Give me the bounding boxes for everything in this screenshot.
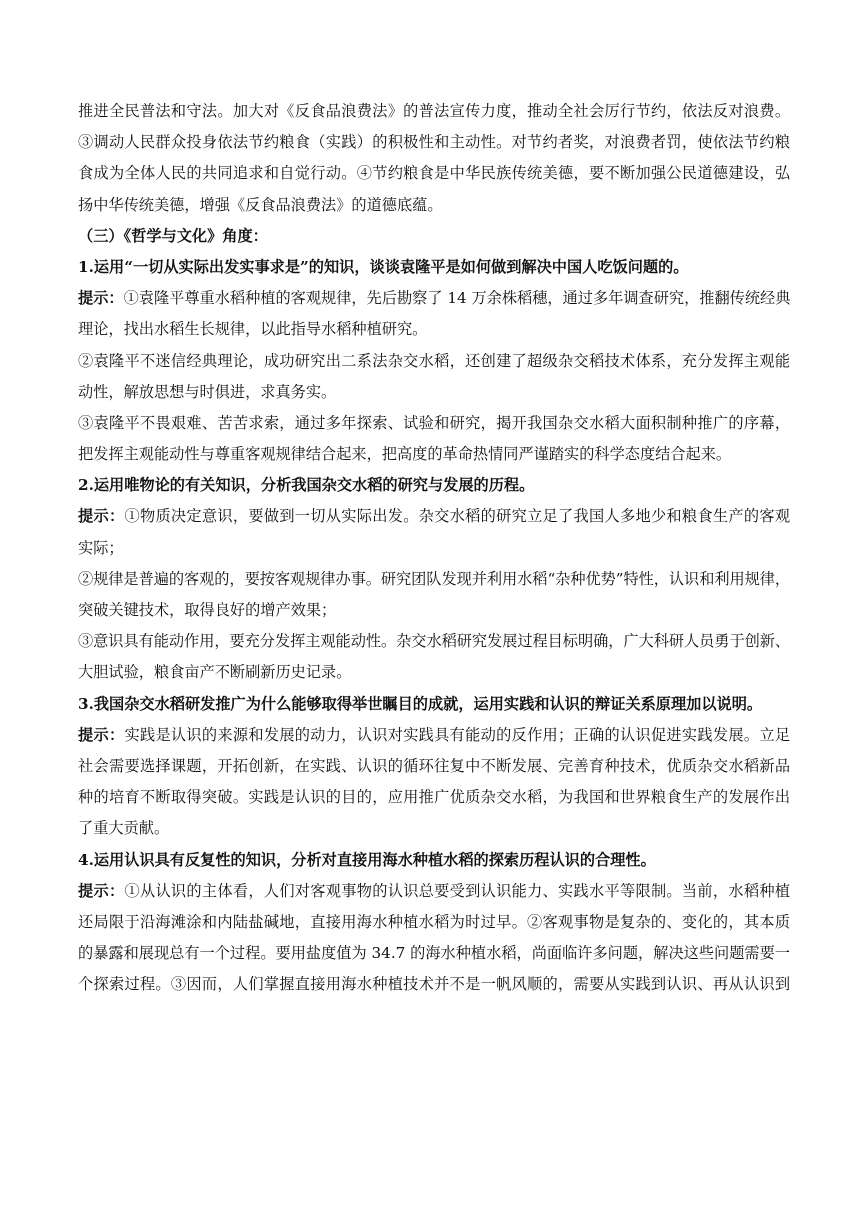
line-text: 动性，解放思想与时俱进，求真务实。 — [78, 382, 337, 401]
hint-label: 提示： — [78, 725, 125, 744]
section-heading — [78, 258, 790, 277]
paragraph-line — [78, 975, 790, 994]
paragraph-line — [78, 196, 790, 215]
paragraph-line — [78, 632, 790, 651]
hint-label: 提示： — [78, 507, 125, 526]
paragraph-line — [78, 445, 790, 464]
line-text: 突破关键技术，取得良好的增产效果； — [78, 601, 337, 619]
line-text: 社会需要选择课题，开拓创新，在实践、认识的循环往复中不断发展、完善育种技术，优质杂交水稻新品 — [78, 756, 790, 775]
document-page — [78, 102, 790, 1006]
line-text: 4.运用认识具有反复性的知识，分析对直接用海水种植水稻的探索历程认识的合理性。 — [78, 850, 656, 869]
line-text: 实践是认识的来源和发展的动力，认识对实践具有能动的反作用；正确的认识促进实践发展。立足 — [124, 725, 791, 744]
paragraph-line — [78, 289, 790, 308]
paragraph-line — [78, 819, 790, 838]
line-text: ②规律是普遍的客观的，要按客观规律办事。研究团队发现并利用水稻“杂种优势”特性，认识和利用规律， — [78, 569, 790, 588]
paragraph-line — [78, 383, 790, 402]
line-text: 还局限于沿海滩涂和内陆盐碱地，直接用海水种植水稻为时过早。②客观事物是复杂的、变化的，其本质 — [78, 912, 790, 931]
line-text: （三）《哲学与文化》角度： — [78, 226, 268, 245]
paragraph-line — [78, 601, 790, 620]
line-text: 3.我国杂交水稻研发推广为什么能够取得举世瞩目的成就，运用实践和认识的辩证关系原理加以说明。 — [78, 694, 763, 713]
line-text: 扬中华传统美德，增强《反食品浪费法》的道德底蕴。 — [78, 195, 443, 214]
line-text: 大胆试验，粮食亩产不断刷新历史记录。 — [78, 663, 352, 682]
section-heading — [78, 476, 790, 495]
line-text: 食成为全体人民的共同追求和自觉行动。④节约粮食是中华民族传统美德，要不断加强公民道德建设，弘 — [78, 164, 790, 183]
line-text: 2.运用唯物论的有关知识，分析我国杂交水稻的研究与发展的历程。 — [78, 476, 535, 495]
paragraph-line — [78, 133, 790, 152]
paragraph-line — [78, 726, 790, 745]
line-text: 把发挥主观能动性与尊重客观规律结合起来，把高度的革命热情同严谨踏实的科学态度结合起来。 — [78, 445, 732, 464]
paragraph-line — [78, 663, 790, 682]
paragraph-line — [78, 164, 790, 183]
hint-label: 提示： — [78, 881, 125, 900]
line-text: 的暴露和展现总有一个过程。要用盐度值为 34.7 的海水种植水稻，尚面临许多问题，解决这些问题需要一 — [78, 944, 790, 963]
line-text: 种的培育不断取得突破。实践是认识的目的，应用推广优质杂交水稻，为我国和世界粮食生产的发展作出 — [78, 788, 790, 807]
line-text: 个探索过程。③因而，人们掌握直接用海水种植技术并不是一帆风顺的，需要从实践到认识、再从认识到 — [78, 975, 790, 994]
paragraph-line — [78, 102, 790, 121]
line-text: 1.运用“一切从实际出发实事求是”的知识，谈谈袁隆平是如何做到解决中国人吃饭问题的。 — [78, 257, 689, 276]
line-text: 实际； — [78, 538, 124, 557]
paragraph-line — [78, 320, 790, 339]
line-text: ③袁隆平不畏艰难、苦苦求索，通过多年探索、试验和研究，揭开我国杂交水稻大面积制种推广的序幕， — [78, 413, 790, 432]
line-text: 推进全民普法和守法。加大对《反食品浪费法》的普法宣传力度，推动全社会厉行节约，依法反对浪费。 — [78, 102, 790, 120]
paragraph-line — [78, 414, 790, 433]
paragraph-line — [78, 757, 790, 776]
hint-label: 提示： — [78, 289, 124, 308]
paragraph-line — [78, 352, 790, 371]
section-heading — [78, 227, 790, 246]
paragraph-line — [78, 539, 790, 558]
paragraph-line — [78, 882, 790, 901]
line-text: ①物质决定意识，要做到一切从实际出发。杂交水稻的研究立足了我国人多地少和粮食生产的客观 — [124, 507, 791, 526]
paragraph-line — [78, 570, 790, 589]
line-text: 了重大贡献。 — [78, 819, 170, 838]
line-text: ③调动人民群众投身依法节约粮食（实践）的积极性和主动性。对节约者奖，对浪费者罚，使依法节约粮 — [78, 133, 790, 152]
paragraph-line — [78, 944, 790, 963]
line-text: ①从认识的主体看，人们对客观事物的认识总要受到认识能力、实践水平等限制。当前，水稻种植 — [124, 881, 791, 900]
section-heading — [78, 695, 790, 714]
line-text: ②袁隆平不迷信经典理论，成功研究出二系法杂交水稻，还创建了超级杂交稻技术体系，充分发挥主观能 — [78, 351, 790, 370]
paragraph-line — [78, 913, 790, 932]
paragraph-line — [78, 788, 790, 807]
line-text: 理论，找出水稻生长规律，以此指导水稻种植研究。 — [78, 320, 428, 339]
section-heading — [78, 851, 790, 870]
paragraph-line — [78, 507, 790, 526]
line-text: ①袁隆平尊重水稻种植的客观规律，先后勘察了 14 万余株稻穗，通过多年调查研究，推翻传统经典 — [123, 289, 791, 308]
line-text: ③意识具有能动作用，要充分发挥主观能动性。杂交水稻研究发展过程目标明确，广大科研人员勇于创新、 — [78, 632, 790, 651]
